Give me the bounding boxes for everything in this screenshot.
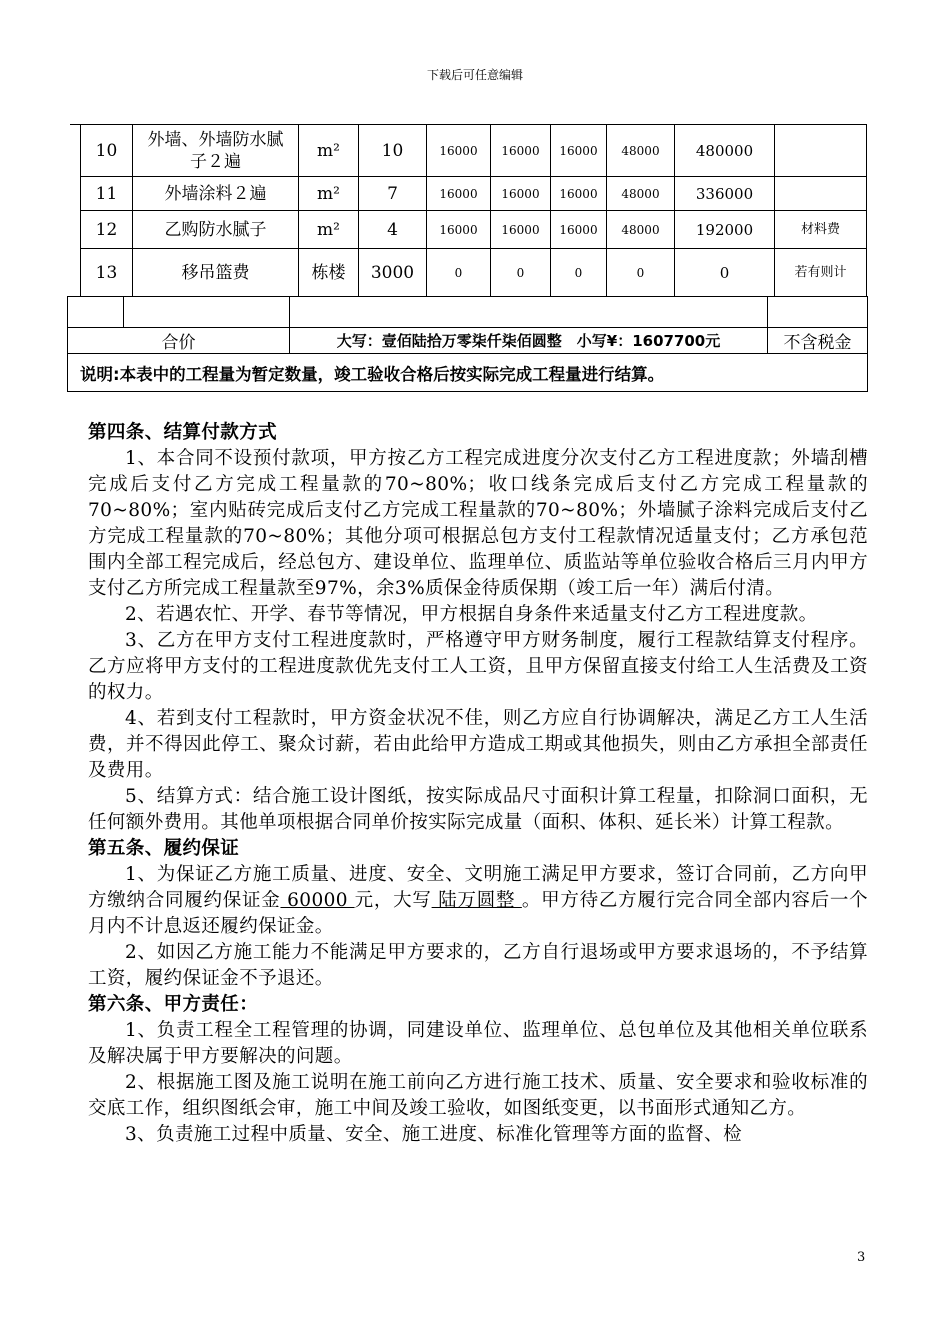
text: 1、为保证乙方施工质量、进度、安全、文明施工满足甲方要求，签订合同前，乙方向甲方缴纳合同履约保证金 [88, 864, 868, 911]
cell-item: 移吊篮费 [133, 249, 299, 297]
cell-unit: 栋楼 [299, 249, 359, 297]
table-row [81, 211, 867, 249]
deposit-amount: 60000 [280, 890, 355, 911]
cell-q2: 16000 [491, 177, 551, 211]
table-row [81, 249, 867, 297]
total-value: 大写：壹佰陆拾万零柒仟柒佰圆整 小写¥：1607700元 [290, 328, 768, 354]
paragraph: 3、负责施工过程中质量、安全、施工进度、标准化管理等方面的监督、检 [125, 1124, 742, 1145]
paragraph: 5、结算方式：结合施工设计图纸，按实际成品尺寸面积计算工程量，扣除洞口面积，无任何额外费用。其他单项根据合同单价按实际完成量（面积、体积、延长米）计算工程款。 [88, 786, 868, 833]
cell-q2: 16000 [491, 211, 551, 249]
section-4-title: 第四条、结算付款方式 [88, 422, 278, 443]
cell-q1: 16000 [427, 177, 491, 211]
contract-body [88, 420, 868, 1148]
cell-price: 7 [359, 177, 427, 211]
cell-q1: 16000 [427, 125, 491, 177]
cell-item: 外墙、外墙防水腻子２遍 [133, 125, 299, 177]
remark-row [68, 354, 868, 392]
cell-unit: m² [299, 125, 359, 177]
cell-q2: 0 [491, 249, 551, 297]
section-6-title: 第六条、甲方责任： [88, 994, 259, 1015]
total-table [67, 296, 868, 392]
empty-row [68, 297, 868, 328]
cell-qtotal: 48000 [607, 177, 675, 211]
table-remark: 说明:本表中的工程量为暂定数量，竣工验收合格后按实际完成工程量进行结算。 [68, 354, 868, 392]
cell-note: 材料费 [775, 211, 867, 249]
table-row [81, 177, 867, 211]
cell-note: 若有则计 [775, 249, 867, 297]
table-row [81, 125, 867, 177]
cell-qtotal: 48000 [607, 211, 675, 249]
total-label: 合价 [68, 328, 290, 354]
paragraph: 2、如因乙方施工能力不能满足甲方要求的，乙方自行退场或甲方要求退场的，不予结算工资，履约保证金不予退还。 [88, 942, 868, 989]
paragraph: 4、若到支付工程款时，甲方资金状况不佳，则乙方应自行协调解决，满足乙方工人生活费，并不得因此停工、聚众讨薪，若由此给甲方造成工期或其他损失，则由乙方承担全部责任及费用。 [88, 708, 868, 781]
cell-note [775, 125, 867, 177]
cell-qtotal: 0 [607, 249, 675, 297]
cell-item: 乙购防水腻子 [133, 211, 299, 249]
section-5-title: 第五条、履约保证 [88, 838, 240, 859]
deposit-amount-cn: 陆万圆整 [431, 890, 522, 911]
cell-no: 12 [81, 211, 133, 249]
text: 。甲方待乙方履行完合同全部内容后一个月内不计息返还履约保证金。 [88, 890, 868, 937]
cell-no: 10 [81, 125, 133, 177]
page-number: 3 [857, 1250, 866, 1265]
cell-q3: 16000 [551, 125, 607, 177]
paragraph: 1、本合同不设预付款项，甲方按乙方工程完成进度分次支付乙方工程进度款；外墙刮槽完成后支付乙方完成工程量款的70~80%；收口线条完成后支付乙方完成工程量款的70~80%；室内贴砖完成后支付乙方完成工程量款的70~80%；外墙腻子涂料完成后支付乙方完成工程量款的70~80%；其他分项可根据总包方支付工程款情况适量支付；乙方承包范围内全部工程完成后，经总包方、建设单位、监理单位、质监站等单位验收合格后三月内甲方支付乙方所完成工程量款至97%，余3%质保金待质保期（竣工后一年）满后付清。 [88, 448, 868, 599]
cell-q1: 16000 [427, 211, 491, 249]
cell-amount: 480000 [675, 125, 775, 177]
cell-unit: m² [299, 211, 359, 249]
cell-unit: m² [299, 177, 359, 211]
cell-q3: 16000 [551, 211, 607, 249]
quantity-table [80, 124, 867, 297]
cell-price: 10 [359, 125, 427, 177]
total-row [68, 328, 868, 354]
cell-q1: 0 [427, 249, 491, 297]
paragraph: 2、若遇农忙、开学、春节等情况，甲方根据自身条件来适量支付乙方工程进度款。 [125, 604, 818, 625]
cell-note [775, 177, 867, 211]
cell-price: 3000 [359, 249, 427, 297]
text: 元，大写 [354, 890, 432, 911]
paragraph [88, 862, 868, 940]
page-header: 下载后可任意编辑 [426, 68, 523, 82]
cell-item: 外墙涂料２遍 [133, 177, 299, 211]
paragraph: 2、根据施工图及施工说明在施工前向乙方进行施工技术、质量、安全要求和验收标准的交底工作，组织图纸会审，施工中间及竣工验收，如图纸变更，以书面形式通知乙方。 [88, 1072, 868, 1119]
cell-qtotal: 48000 [607, 125, 675, 177]
table-corner-mark [70, 124, 80, 125]
cell-q2: 16000 [491, 125, 551, 177]
cell-no: 11 [81, 177, 133, 211]
cell-q3: 0 [551, 249, 607, 297]
cell-q3: 16000 [551, 177, 607, 211]
cell-amount: 336000 [675, 177, 775, 211]
cell-amount: 0 [675, 249, 775, 297]
cell-amount: 192000 [675, 211, 775, 249]
total-note: 不含税金 [768, 328, 868, 354]
cell-price: 4 [359, 211, 427, 249]
paragraph: 1、负责工程全工程管理的协调，同建设单位、监理单位、总包单位及其他相关单位联系及解决属于甲方要解决的问题。 [88, 1020, 868, 1067]
paragraph: 3、乙方在甲方支付工程进度款时，严格遵守甲方财务制度，履行工程款结算支付程序。乙方应将甲方支付的工程进度款优先支付工人工资，且甲方保留直接支付给工人生活费及工资的权力。 [88, 630, 868, 703]
cell-no: 13 [81, 249, 133, 297]
